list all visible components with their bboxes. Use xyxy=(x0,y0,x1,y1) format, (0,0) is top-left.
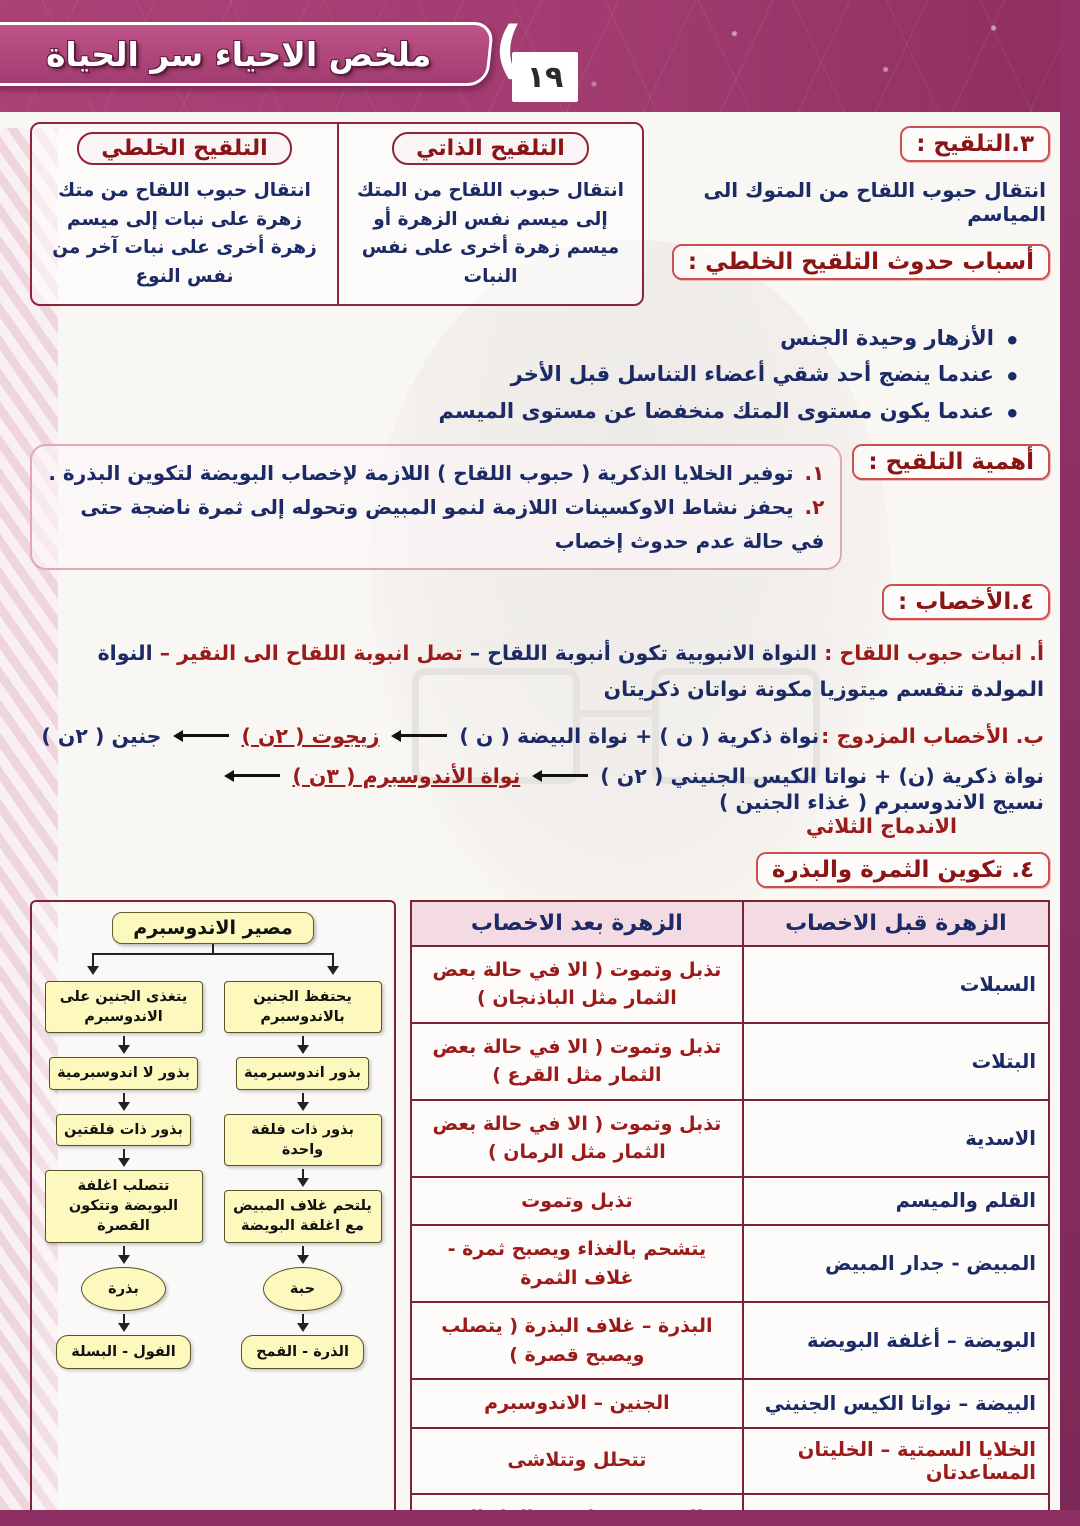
flowchart-box: بذور ذات فلقتين xyxy=(56,1114,191,1146)
flowchart-stem xyxy=(212,944,214,953)
before-cell: الخلايا السمتية – الخليتان المساعدتان xyxy=(743,1428,1049,1494)
importance-item xyxy=(48,456,824,490)
arrow-left-icon xyxy=(173,730,229,742)
after-cell: تذبل وتموت ( الا في حالة بعض الثمار مثل الباذنجان ) xyxy=(411,946,743,1023)
cross-pollination-cell: انتقال حبوب اللقاح من متك زهرة على نبات إلى ميسم زهرة أخرى على نبات آخر من نفس النوع xyxy=(52,180,317,288)
importance-item xyxy=(48,490,824,558)
after-cell: تذبل وتموت xyxy=(411,1177,743,1226)
after-cell: البذرة – غلاف البذرة ( يتصلب ويصبح قصرة ) xyxy=(411,1302,743,1379)
flowchart-title: مصير الاندوسبرم xyxy=(112,912,313,944)
after-cell: يتشحم بالغذاء ويصبح ثمرة - غلاف الثمرة xyxy=(411,1225,743,1302)
before-cell: الاسدية xyxy=(743,1100,1049,1177)
fertilization-title-row xyxy=(30,584,1050,620)
zygote-item: زيجوت ( ٢ن ) xyxy=(241,723,380,748)
germination-paragraph xyxy=(30,636,1044,708)
pollination-title: ٣.التلقيح : xyxy=(900,126,1050,162)
germination-part3: النواة المولدة تنقسم ميتوزيا مكونة نواتان ذكريتان xyxy=(97,640,1044,701)
embryo-item: جنين ( ٢ن ) xyxy=(41,723,162,748)
self-pollination-header-cell xyxy=(337,124,642,171)
triple-fusion-chain xyxy=(30,764,1044,838)
chain-start: نواة ذكرية ( ن ) + نواة البيضة ( ن ) xyxy=(459,723,820,748)
chain-start: نواة ذكرية (ن) + نواتا الكيس الجنيني ( ٢ن ) xyxy=(600,763,1044,788)
importance-section xyxy=(30,444,1050,570)
before-cell: المبيض - جدار المبيض xyxy=(743,1225,1049,1302)
item-text: توفير الخلايا الذكرية ( حبوب اللقاح ) اللازمة لإخصاب البويضة لتكوين البذرة . xyxy=(48,460,794,485)
item-number: ١. xyxy=(804,460,825,485)
arrow-down-icon xyxy=(297,1093,309,1111)
germination-label: أ. انبات حبوب اللقاح : xyxy=(824,640,1044,665)
pollination-titles-column xyxy=(658,122,1050,280)
arrow-down-icon xyxy=(87,954,99,975)
arrow-left-icon xyxy=(532,770,588,782)
self-pollination-cell: انتقال حبوب اللقاح من المتك إلى ميسم نفس الزهرة أو ميسم زهرة أخرى على نفس النبات xyxy=(337,171,642,304)
after-cell: تتحلل وتتلاشى xyxy=(411,1428,743,1494)
pollination-definition: انتقال حبوب اللقاح من المتوك الى المياسم xyxy=(703,178,1046,226)
cross-pollination-header: التلقيح الخلطي xyxy=(77,132,291,165)
table-row xyxy=(411,1302,1049,1379)
reasons-list xyxy=(30,320,1020,430)
before-cell: القلم والميسم xyxy=(743,1177,1049,1226)
fruit-seed-title-row xyxy=(30,852,1050,888)
flowchart-box: يلتحم غلاف المبيض مع اغلفة البويضة xyxy=(224,1190,382,1243)
flowchart-ellipse: بذرة xyxy=(81,1267,166,1311)
before-header: الزهرة قبل الاخصاب xyxy=(743,901,1049,946)
before-cell: البيضة – نواتا الكيس الجنيني xyxy=(743,1379,1049,1428)
arrow-left-icon xyxy=(224,770,280,782)
endosperm-tissue-item: نسيج الاندوسبرم ( غذاء الجنين ) xyxy=(718,789,1044,814)
arrow-down-icon xyxy=(297,1169,309,1187)
endosperm-tissue-stack xyxy=(719,790,1044,838)
table-row xyxy=(411,1100,1049,1177)
banner-title: ملخص الاحياء سر الحياة xyxy=(45,34,432,74)
table-header-row xyxy=(411,901,1049,946)
split-bar xyxy=(92,953,334,955)
flowchart-split xyxy=(87,953,339,981)
double-fertilization-label: ب. الأخصاب المزدوج : xyxy=(821,723,1044,748)
cross-pollination-header-cell xyxy=(32,124,337,171)
arrow-down-icon xyxy=(118,1314,130,1332)
cross-pollination-reasons-title: أسباب حدوث التلقيح الخلطي : xyxy=(672,244,1050,280)
germination-part2: تصل انبوبة اللقاح الى النقير – xyxy=(159,640,463,665)
reason-item: • عندما يكون مستوى المتك منخفضا عن مستوى الميسم xyxy=(30,393,1020,430)
table-row xyxy=(411,1379,1049,1428)
before-cell: السبلات xyxy=(743,946,1049,1023)
page-number-box xyxy=(512,52,578,102)
table-row xyxy=(411,1428,1049,1494)
flowchart-box: بذور لا اندوسبرمية xyxy=(49,1057,198,1089)
title-ribbon xyxy=(0,22,494,86)
before-cell: البتلات xyxy=(743,1023,1049,1100)
flowchart-box: الذرة - القمح xyxy=(241,1335,364,1369)
before-cell: البويضة – أغلفة البويضة xyxy=(743,1302,1049,1379)
endospermic-branch xyxy=(217,981,388,1370)
importance-title: أهمية التلقيح : xyxy=(852,444,1050,480)
after-cell: تذبل وتموت ( الا في حالة بعض الثمار مثل الرمان ) xyxy=(411,1100,743,1177)
page-content xyxy=(30,122,1050,1526)
bottom-border-bar xyxy=(0,1510,1080,1526)
endosperm-nucleus-item: نواة الأندوسبرم ( ٣ن ) xyxy=(292,763,521,788)
flowchart-box: الفول - البسلة xyxy=(56,1335,190,1369)
arrow-down-icon xyxy=(327,954,339,975)
flower-before-after-table xyxy=(410,900,1050,1526)
non-endospermic-branch xyxy=(38,981,209,1370)
triple-fusion-note: الاندماج الثلاثي xyxy=(805,813,958,838)
flowchart-box: يحتفظ الجنين بالاندوسبرم xyxy=(224,981,382,1034)
flowchart-box: تتصلب اغلفة البويضة وتتكون القصرة xyxy=(45,1170,203,1243)
germination-part1: النواة الانبوبية تكون أنبوبة اللقاح – xyxy=(469,640,817,665)
endosperm-flowchart xyxy=(30,900,396,1526)
arrow-down-icon xyxy=(118,1149,130,1167)
flowchart-ellipse: حبة xyxy=(263,1267,342,1311)
fruit-seed-title: ٤. تكوين الثمرة والبذرة xyxy=(756,852,1050,888)
pollination-section xyxy=(30,122,1050,306)
importance-box xyxy=(30,444,842,570)
after-header: الزهرة بعد الاخصاب xyxy=(411,901,743,946)
right-border-bar xyxy=(1060,0,1080,1526)
table-row xyxy=(411,1225,1049,1302)
fertilization-title: ٤.الأخصاب : xyxy=(882,584,1050,620)
self-pollination-header: التلقيح الذاتي xyxy=(392,132,589,165)
reason-item: • عندما ينضج أحد شقي أعضاء التناسل قبل الأخر xyxy=(30,356,1020,393)
flowchart-box: يتغذى الجنين على الاندوسبرم xyxy=(45,981,203,1034)
reason-item: • الأزهار وحيدة الجنس xyxy=(30,320,1020,357)
after-cell: الجنين – الاندوسبرم xyxy=(411,1379,743,1428)
flowchart-columns xyxy=(38,981,388,1370)
arrow-down-icon xyxy=(297,1314,309,1332)
page-number: ١٩ xyxy=(526,59,564,95)
arrow-down-icon xyxy=(118,1246,130,1264)
header-banner xyxy=(0,0,1080,112)
arrow-down-icon xyxy=(297,1246,309,1264)
table-row xyxy=(411,946,1049,1023)
table-row xyxy=(411,1177,1049,1226)
item-text: يحفز نشاط الاوكسينات اللازمة لنمو المبيض وتحوله إلى ثمرة ناضجة حتى في حالة عدم حدوث إخصاب xyxy=(80,494,825,553)
item-number: ٢. xyxy=(804,494,825,519)
fruit-seed-section xyxy=(30,900,1050,1526)
arrow-down-icon xyxy=(118,1036,130,1054)
arrow-down-icon xyxy=(118,1093,130,1111)
double-fertilization-chain xyxy=(30,724,1044,748)
flower-table-wrap xyxy=(410,900,1050,1526)
flowchart-box: بذور اندوسبرمية xyxy=(236,1057,369,1089)
flowchart-box: بذور ذات فلقة واحدة xyxy=(224,1114,382,1167)
table-row xyxy=(411,1023,1049,1100)
after-cell: تذبل وتموت ( الا في حالة بعض الثمار مثل القرع ) xyxy=(411,1023,743,1100)
arrow-left-icon xyxy=(391,730,447,742)
arrow-down-icon xyxy=(297,1036,309,1054)
pollination-comparison-table xyxy=(30,122,644,306)
